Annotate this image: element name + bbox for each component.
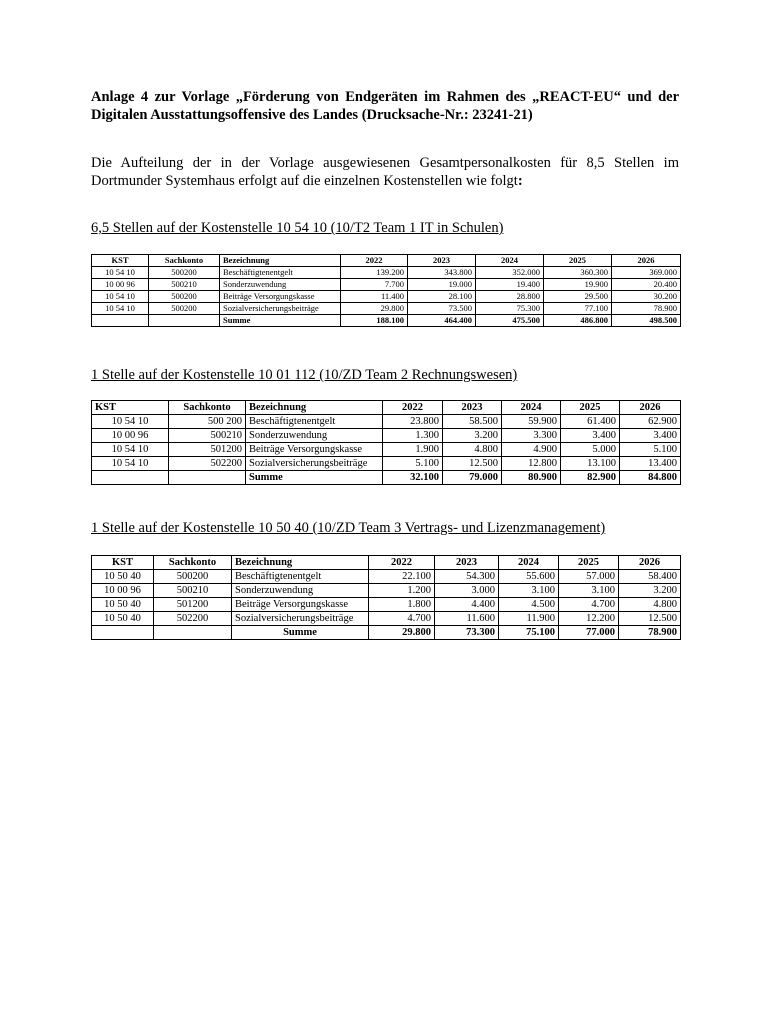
cost-table-2: [91, 400, 681, 485]
table-cell: 20.400: [612, 279, 681, 291]
table-cell: Sozialversicherungsbeiträge: [246, 457, 383, 471]
table-cell: 28.800: [476, 291, 544, 303]
section-2-title: 1 Stelle auf der Kostenstelle 10 01 112 (10/ZD Team 2 Rechnungswesen): [91, 367, 518, 383]
table-cell: 3.300: [502, 429, 561, 443]
table-cell: Sonderzuwendung: [220, 279, 341, 291]
table-cell: 10 54 10: [92, 443, 169, 457]
table-cell: 1.800: [369, 598, 435, 612]
table-cell: 3.100: [559, 584, 619, 598]
header-cell: KST: [92, 401, 169, 415]
table-cell: 7.700: [341, 279, 408, 291]
table-cell: 12.200: [559, 612, 619, 626]
header-cell: Bezeichnung: [220, 255, 341, 267]
table-cell: 3.400: [620, 429, 681, 443]
table-cell: 29.800: [341, 303, 408, 315]
header-cell: KST: [92, 255, 149, 267]
table-cell: 4.500: [499, 598, 559, 612]
section-3-title: 1 Stelle auf der Kostenstelle 10 50 40 (10/ZD Team 3 Vertrags- und Lizenzmanagement): [91, 520, 606, 536]
sum-cell: 75.100: [499, 626, 559, 640]
table-cell: 77.100: [544, 303, 612, 315]
table-row: [92, 570, 681, 584]
table-row: [92, 429, 681, 443]
header-cell: 2024: [476, 255, 544, 267]
table-row: [92, 415, 681, 429]
table-cell: 54.300: [435, 570, 499, 584]
header-cell: Bezeichnung: [246, 401, 383, 415]
table-cell: 29.500: [544, 291, 612, 303]
table-cell: [92, 626, 154, 640]
table-header-row: [92, 401, 681, 415]
sum-cell: 188.100: [341, 315, 408, 327]
table-cell: 500210: [154, 584, 232, 598]
table-cell: 11.400: [341, 291, 408, 303]
sum-cell: 29.800: [369, 626, 435, 640]
table-cell: 10 54 10: [92, 303, 149, 315]
sum-cell: 84.800: [620, 471, 681, 485]
table-cell: 343.800: [408, 267, 476, 279]
table-cell: 23.800: [383, 415, 443, 429]
table-cell: 10 54 10: [92, 267, 149, 279]
table-cell: 28.100: [408, 291, 476, 303]
table-sum-row: [92, 471, 681, 485]
header-cell: 2022: [341, 255, 408, 267]
cost-table-3: [91, 555, 681, 640]
table-cell: 19.000: [408, 279, 476, 291]
table-cell: 11.900: [499, 612, 559, 626]
header-cell: KST: [92, 556, 154, 570]
table-sum-row: [92, 626, 681, 640]
table-cell: 5.100: [383, 457, 443, 471]
table-cell: Sonderzuwendung: [232, 584, 369, 598]
table-cell: Beschäftigtenentgelt: [232, 570, 369, 584]
table-cell: Sonderzuwendung: [246, 429, 383, 443]
table-cell: Beschäftigtenentgelt: [246, 415, 383, 429]
table-cell: 61.400: [561, 415, 620, 429]
table-cell: Sozialversicherungsbeiträge: [232, 612, 369, 626]
table-cell: 3.400: [561, 429, 620, 443]
header-cell: Bezeichnung: [232, 556, 369, 570]
table-row: [92, 279, 681, 291]
intro-colon: :: [517, 173, 523, 189]
sum-cell: 486.800: [544, 315, 612, 327]
table-cell: 10 54 10: [92, 291, 149, 303]
cost-table-1: [91, 254, 681, 327]
table-cell: 78.900: [612, 303, 681, 315]
table-cell: 58.400: [619, 570, 681, 584]
table-cell: 1.200: [369, 584, 435, 598]
table-cell: 22.100: [369, 570, 435, 584]
table-cell: 12.500: [619, 612, 681, 626]
table-cell: Beiträge Versorgungskasse: [220, 291, 341, 303]
sum-cell: 498.500: [612, 315, 681, 327]
table-row: [92, 303, 681, 315]
table-cell: 10 50 40: [92, 570, 154, 584]
table-row: [92, 443, 681, 457]
table-cell: [149, 315, 220, 327]
table-cell: Sozialversicherungsbeiträge: [220, 303, 341, 315]
sum-cell: 79.000: [443, 471, 502, 485]
table-cell: Beiträge Versorgungskasse: [232, 598, 369, 612]
table-cell: 5.000: [561, 443, 620, 457]
table-cell: 3.200: [619, 584, 681, 598]
table-cell: 10 50 40: [92, 612, 154, 626]
table-cell: 501200: [169, 443, 246, 457]
table-cell: 369.000: [612, 267, 681, 279]
header-cell: 2025: [561, 401, 620, 415]
header-cell: 2025: [544, 255, 612, 267]
table-cell: 19.900: [544, 279, 612, 291]
document-heading: Anlage 4 zur Vorlage „Förderung von Endgeräten im Rahmen des „REACT-EU“ und der Digitalen Ausstattungsoffensive des Landes (Drucksache-Nr.: 23241-21): [91, 89, 679, 123]
table-cell: 501200: [154, 598, 232, 612]
table-cell: Beiträge Versorgungskasse: [246, 443, 383, 457]
table-cell: 10 00 96: [92, 429, 169, 443]
header-cell: 2024: [502, 401, 561, 415]
table-header-row: [92, 255, 681, 267]
table-cell: 3.000: [435, 584, 499, 598]
table-cell: 58.500: [443, 415, 502, 429]
table-cell: 59.900: [502, 415, 561, 429]
header-cell: 2022: [369, 556, 435, 570]
table-cell: 1.900: [383, 443, 443, 457]
table-cell: 4.700: [369, 612, 435, 626]
sum-cell: 77.000: [559, 626, 619, 640]
table-cell: [169, 471, 246, 485]
table-cell: 11.600: [435, 612, 499, 626]
table-cell: [92, 471, 169, 485]
table-cell: 13.400: [620, 457, 681, 471]
table-cell: 500210: [169, 429, 246, 443]
table-cell: 4.400: [435, 598, 499, 612]
table-cell: 10 00 96: [92, 279, 149, 291]
table-sum-row: [92, 315, 681, 327]
table-cell: 500200: [149, 291, 220, 303]
sum-cell: 78.900: [619, 626, 681, 640]
sum-cell: 464.400: [408, 315, 476, 327]
table-cell: 352.000: [476, 267, 544, 279]
header-cell: Sachkonto: [169, 401, 246, 415]
header-cell: 2025: [559, 556, 619, 570]
header-cell: 2023: [443, 401, 502, 415]
table-cell: 4.800: [443, 443, 502, 457]
header-cell: 2024: [499, 556, 559, 570]
table-cell: 500200: [149, 267, 220, 279]
sum-cell: 475.500: [476, 315, 544, 327]
table-cell: 5.100: [620, 443, 681, 457]
table-cell: 73.500: [408, 303, 476, 315]
table-header-row: [92, 556, 681, 570]
table-cell: 12.500: [443, 457, 502, 471]
table-cell: 19.400: [476, 279, 544, 291]
header-cell: Sachkonto: [149, 255, 220, 267]
table-cell: 12.800: [502, 457, 561, 471]
table-row: [92, 584, 681, 598]
header-cell: 2023: [408, 255, 476, 267]
table-cell: 500200: [149, 303, 220, 315]
table-cell: 4.800: [619, 598, 681, 612]
header-cell: 2026: [620, 401, 681, 415]
header-cell: 2022: [383, 401, 443, 415]
header-cell: 2023: [435, 556, 499, 570]
table-cell: [92, 315, 149, 327]
intro-paragraph: [91, 154, 679, 190]
header-cell: 2026: [619, 556, 681, 570]
sum-cell: 73.300: [435, 626, 499, 640]
sum-label: Summe: [220, 315, 341, 327]
table-cell: 1.300: [383, 429, 443, 443]
table-row: [92, 291, 681, 303]
table-cell: 3.200: [443, 429, 502, 443]
table-cell: 139.200: [341, 267, 408, 279]
table-cell: 10 54 10: [92, 415, 169, 429]
sum-label: Summe: [232, 626, 369, 640]
table-cell: 57.000: [559, 570, 619, 584]
table-cell: 500210: [149, 279, 220, 291]
table-row: [92, 457, 681, 471]
intro-text: Die Aufteilung der in der Vorlage ausgewiesenen Gesamtpersonalkosten für 8,5 Stellen im Dortmunder Systemhaus erfolgt auf die einzelnen Kostenstellen wie folgt: [91, 155, 679, 189]
table-row: [92, 612, 681, 626]
sum-cell: 32.100: [383, 471, 443, 485]
table-cell: 500 200: [169, 415, 246, 429]
table-cell: 502200: [154, 612, 232, 626]
table-row: [92, 598, 681, 612]
table-cell: 62.900: [620, 415, 681, 429]
table-cell: 502200: [169, 457, 246, 471]
table-cell: 4.700: [559, 598, 619, 612]
table-cell: 3.100: [499, 584, 559, 598]
table-cell: 75.300: [476, 303, 544, 315]
table-cell: 13.100: [561, 457, 620, 471]
table-cell: 55.600: [499, 570, 559, 584]
table-cell: 360.300: [544, 267, 612, 279]
sum-cell: 80.900: [502, 471, 561, 485]
table-row: [92, 267, 681, 279]
table-cell: 4.900: [502, 443, 561, 457]
sum-label: Summe: [246, 471, 383, 485]
table-cell: 10 50 40: [92, 598, 154, 612]
table-cell: Beschäftigtenentgelt: [220, 267, 341, 279]
section-1-title: 6,5 Stellen auf der Kostenstelle 10 54 10 (10/T2 Team 1 IT in Schulen): [91, 220, 504, 236]
header-cell: 2026: [612, 255, 681, 267]
table-cell: [154, 626, 232, 640]
table-cell: 10 54 10: [92, 457, 169, 471]
table-cell: 10 00 96: [92, 584, 154, 598]
table-cell: 30.200: [612, 291, 681, 303]
sum-cell: 82.900: [561, 471, 620, 485]
table-cell: 500200: [154, 570, 232, 584]
header-cell: Sachkonto: [154, 556, 232, 570]
